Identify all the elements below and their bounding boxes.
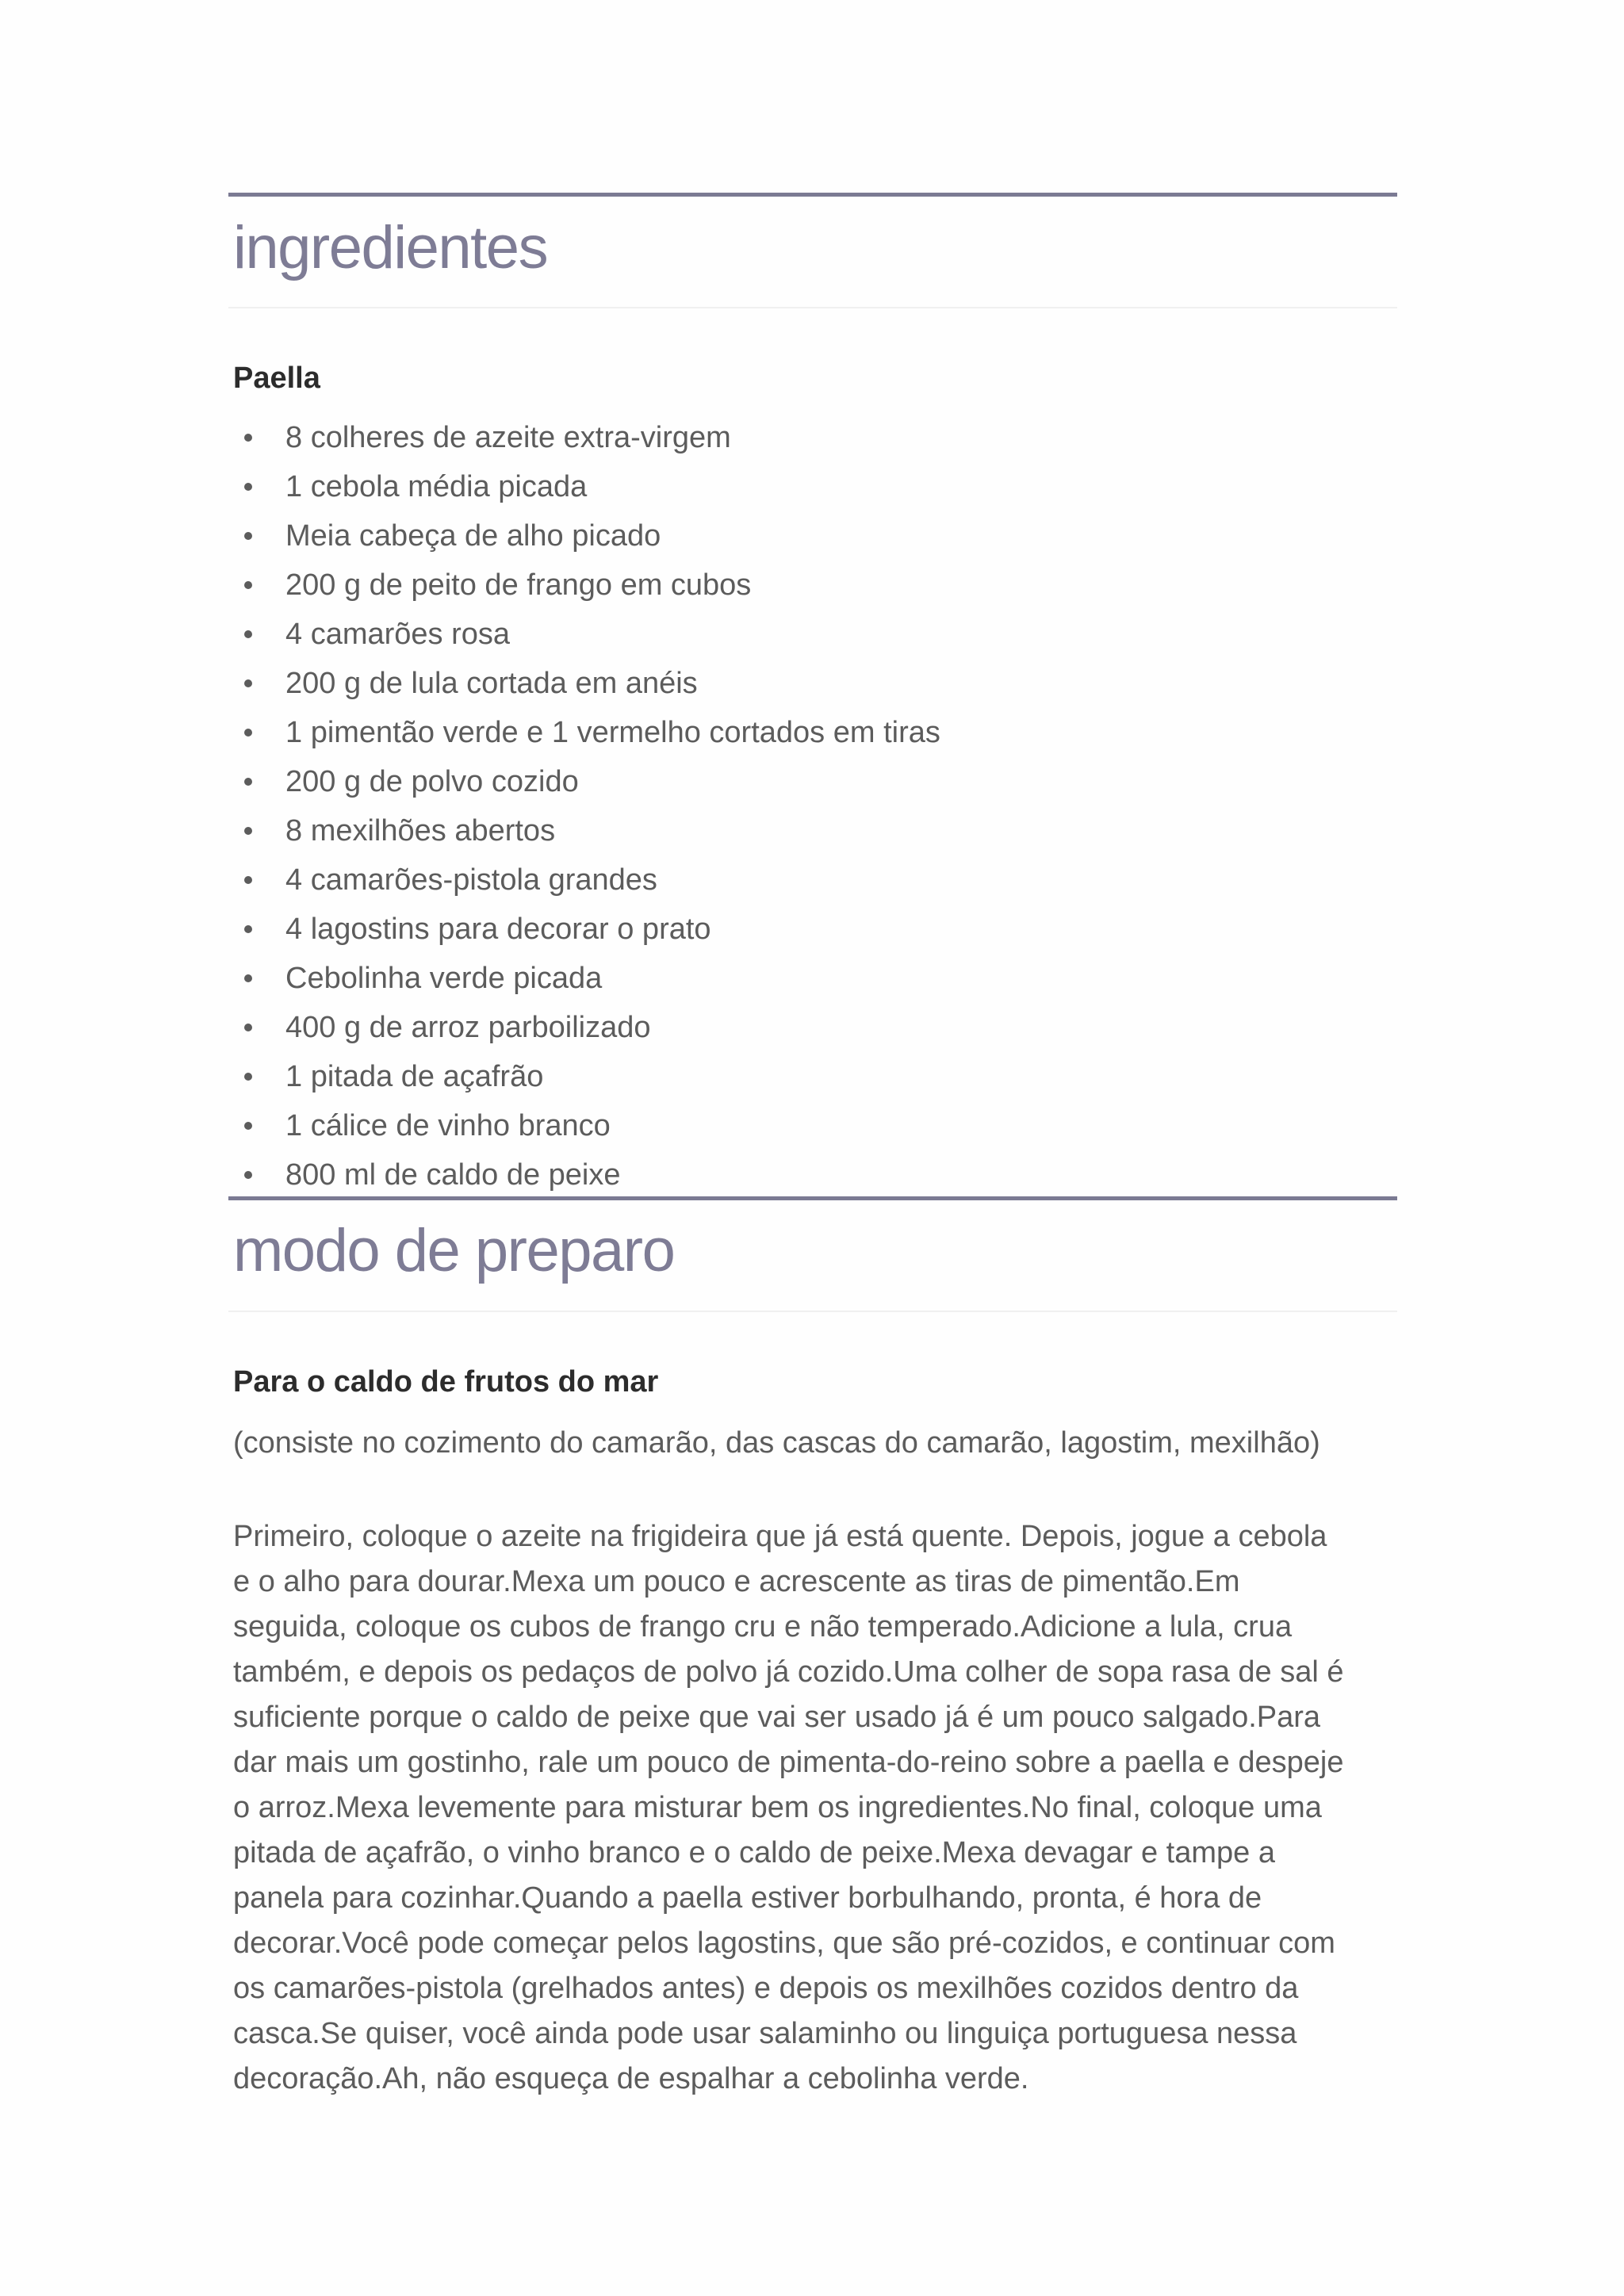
paragraph-line: também, e depois os pedaços de polvo já cozido.Uma colher de sopa rasa de sal é <box>233 1655 1344 1689</box>
paragraph-line: casca.Se quiser, você ainda pode usar salaminho ou linguiça portuguesa nessa <box>233 2017 1297 2050</box>
paragraph-line: suficiente porque o caldo de peixe que vai ser usado já é um pouco salgado.Para <box>233 1701 1321 1734</box>
paragraph-line: panela para cozinhar.Quando a paella estiver borbulhando, pronta, é hora de <box>233 1881 1262 1915</box>
list-item <box>228 1101 940 1150</box>
bullet-icon <box>244 1122 252 1130</box>
ingredient-text: 4 camarões rosa <box>285 618 511 651</box>
list-item <box>228 462 940 511</box>
paragraph-line: Primeiro, coloque o azeite na frigideira que já está quente. Depois, jogue a cebola <box>233 1520 1327 1553</box>
bullet-icon <box>244 827 252 835</box>
paragraph-line: decorar.Você pode começar pelos lagostins, que são pré-cozidos, e continuar com <box>233 1927 1335 1960</box>
list-item <box>228 954 940 1003</box>
preparation-title-underline <box>228 1311 1397 1312</box>
ingredient-text: 200 g de polvo cozido <box>285 765 579 798</box>
list-item <box>228 1003 940 1052</box>
ingredient-text: 200 g de lula cortada em anéis <box>285 667 698 700</box>
paragraph-line: o arroz.Mexa levemente para misturar bem os ingredientes.No final, coloque uma <box>233 1791 1322 1824</box>
broth-subheading: Para o caldo de frutos do mar <box>233 1365 659 1399</box>
preparation-top-rule <box>228 1196 1397 1200</box>
paella-subheading: Paella <box>233 362 320 395</box>
ingredient-text: Meia cabeça de alho picado <box>285 519 661 553</box>
ingredient-text: 8 mexilhões abertos <box>285 814 556 848</box>
list-item <box>228 610 940 659</box>
ingredients-title: ingredientes <box>233 214 548 281</box>
bullet-icon <box>244 434 252 442</box>
list-item <box>228 561 940 610</box>
ingredient-list <box>228 413 940 1200</box>
list-item <box>228 855 940 905</box>
bullet-icon <box>244 729 252 737</box>
list-item <box>228 1052 940 1101</box>
ingredient-text: Cebolinha verde picada <box>285 962 603 995</box>
preparation-title: modo de preparo <box>233 1217 675 1284</box>
bullet-icon <box>244 1073 252 1081</box>
ingredient-text: 1 cálice de vinho branco <box>285 1109 611 1142</box>
ingredient-text: 8 colheres de azeite extra-virgem <box>285 421 731 454</box>
ingredient-text: 1 pimentão verde e 1 vermelho cortados em tiras <box>285 716 940 749</box>
list-item <box>228 659 940 708</box>
bullet-icon <box>244 483 252 491</box>
list-item <box>228 413 940 462</box>
paragraph-line: e o alho para dourar.Mexa um pouco e acrescente as tiras de pimentão.Em <box>233 1565 1240 1598</box>
ingredient-text: 4 camarões-pistola grandes <box>285 863 657 897</box>
ingredient-text: 1 pitada de açafrão <box>285 1060 544 1093</box>
preparation-paragraph <box>228 1514 1397 2102</box>
list-item <box>228 757 940 806</box>
ingredients-title-underline <box>228 307 1397 308</box>
paragraph-line: pitada de açafrão, o vinho branco e o caldo de peixe.Mexa devagar e tampe a <box>233 1836 1275 1869</box>
bullet-icon <box>244 925 252 933</box>
list-item <box>228 1150 940 1200</box>
paragraph-line: os camarões-pistola (grelhados antes) e depois os mexilhões cozidos dentro da <box>233 1972 1299 2005</box>
bullet-icon <box>244 532 252 540</box>
list-item <box>228 708 940 757</box>
bullet-icon <box>244 630 252 638</box>
ingredient-text: 1 cebola média picada <box>285 470 588 503</box>
ingredient-text: 400 g de arroz parboilizado <box>285 1011 651 1044</box>
bullet-icon <box>244 1024 252 1031</box>
list-item <box>228 511 940 561</box>
paragraph-line: decoração.Ah, não esqueça de espalhar a cebolinha verde. <box>233 2062 1029 2095</box>
list-item <box>228 905 940 954</box>
paragraph-line: dar mais um gostinho, rale um pouco de pimenta-do-reino sobre a paella e despeje <box>233 1746 1344 1779</box>
bullet-icon <box>244 679 252 687</box>
ingredient-text: 800 ml de caldo de peixe <box>285 1158 621 1192</box>
ingredients-top-rule <box>228 193 1397 197</box>
ingredient-text: 4 lagostins para decorar o prato <box>285 913 711 946</box>
list-item <box>228 806 940 855</box>
bullet-icon <box>244 581 252 589</box>
bullet-icon <box>244 974 252 982</box>
broth-note: (consiste no cozimento do camarão, das cascas do camarão, lagostim, mexilhão) <box>233 1426 1320 1460</box>
bullet-icon <box>244 876 252 884</box>
ingredient-text: 200 g de peito de frango em cubos <box>285 568 752 602</box>
bullet-icon <box>244 1171 252 1179</box>
bullet-icon <box>244 778 252 786</box>
paragraph-line: seguida, coloque os cubos de frango cru e não temperado.Adicione a lula, crua <box>233 1610 1293 1644</box>
